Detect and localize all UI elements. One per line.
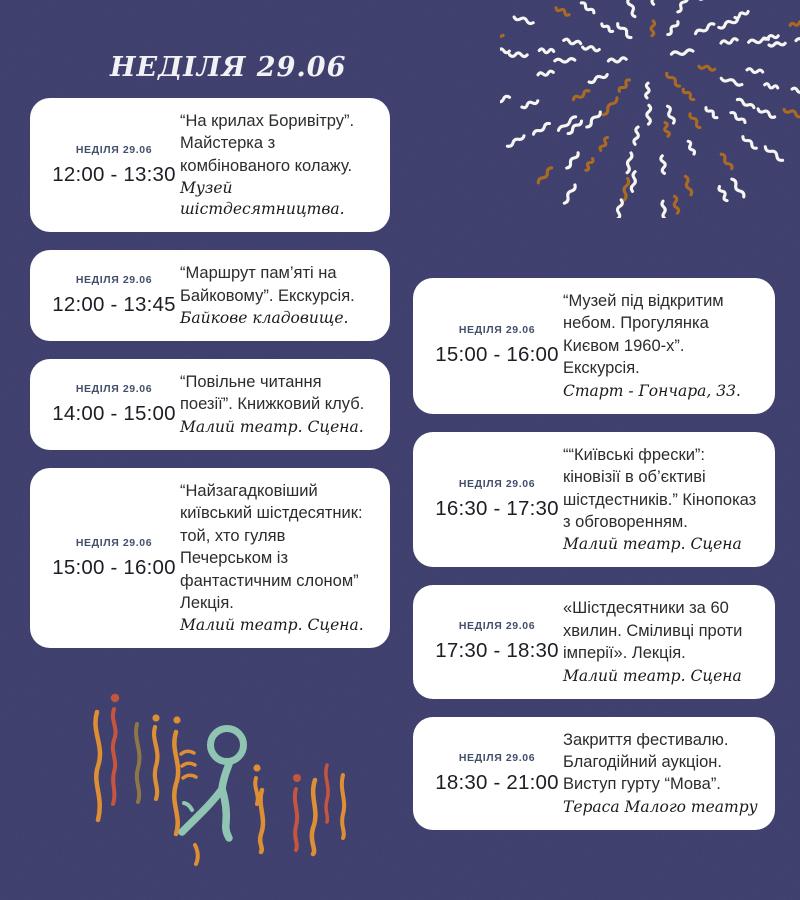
event-details <box>180 480 374 637</box>
event-card <box>30 250 390 341</box>
event-datetime <box>48 110 180 220</box>
crowd-orange-figures <box>95 712 344 864</box>
event-card <box>30 468 390 649</box>
event-day-label: НЕДІЛЯ 29.06 <box>75 536 153 549</box>
event-card <box>413 585 775 698</box>
event-datetime <box>48 480 180 637</box>
event-day-label: НЕДІЛЯ 29.06 <box>458 751 536 764</box>
event-venue: Малий театр. Сцена <box>563 666 742 685</box>
event-card <box>413 278 775 414</box>
event-card <box>413 432 775 568</box>
event-time: 15:00 - 16:00 <box>52 555 176 579</box>
event-description: “Маршрут пам’яті на Байковому”. Екскурсія. <box>180 264 355 305</box>
event-datetime <box>431 290 563 402</box>
event-day-label: НЕДІЛЯ 29.06 <box>458 324 536 337</box>
event-day-label: НЕДІЛЯ 29.06 <box>458 620 536 633</box>
event-day-label: НЕДІЛЯ 29.06 <box>458 478 536 490</box>
event-datetime <box>431 597 563 686</box>
event-description: Закриття фестивалю. Благодійний аукціон. Виступ гурту “Мова”. <box>563 730 729 794</box>
schedule-column-left <box>30 98 390 648</box>
event-description: ““Київські фрески”: кіновізії в об’єктиві шістдестників.” Кінопоказ з обговоренням. <box>563 445 757 531</box>
event-details <box>180 110 374 220</box>
event-venue: Старт - Гончара, 33. <box>563 381 741 400</box>
event-description: «Шістдесятники за 60 хвилин. Сміливці проти імперії». Лекція. <box>563 599 743 663</box>
event-time: 16:30 - 17:30 <box>435 497 559 520</box>
event-description: “Повільне читання поезії”. Книжковий клуб. <box>180 372 365 414</box>
crowd-teal-figure <box>182 729 244 839</box>
event-card <box>413 717 775 830</box>
event-datetime <box>431 444 563 556</box>
event-venue: Малий театр. Сцена. <box>180 417 364 436</box>
event-time: 12:00 - 13:45 <box>52 293 176 317</box>
event-day-label: НЕДІЛЯ 29.06 <box>75 382 153 395</box>
event-venue: Байкове кладовище. <box>180 309 349 328</box>
event-card <box>30 359 390 450</box>
event-venue: Музей шістдесятництва. <box>180 179 345 219</box>
event-time: 18:30 - 21:00 <box>435 770 559 794</box>
event-datetime <box>48 371 180 438</box>
event-venue: Малий театр. Сцена. <box>180 616 364 635</box>
event-description: “Музей під відкритим небом. Прогулянка Києвом 1960-х”. Екскурсія. <box>563 292 724 378</box>
event-venue: Тераса Малого театру <box>563 797 758 816</box>
event-details <box>180 371 374 438</box>
event-details <box>563 444 759 556</box>
event-details <box>180 262 374 329</box>
crowd-olive-figure <box>136 724 139 802</box>
event-day-label: НЕДІЛЯ 29.06 <box>75 143 153 156</box>
event-description: “Найзагадковіший київський шістдесятник: той, хто гуляв Печерськом із фантастичним слоном” Лекція. <box>180 481 363 612</box>
crowd-illustration <box>55 682 385 882</box>
event-datetime <box>431 729 563 818</box>
event-description: “На крилах Боривітру”. Майстерка з комбінованого колажу. <box>180 112 355 175</box>
event-day-label: НЕДІЛЯ 29.06 <box>75 274 153 287</box>
event-venue: Малий театр. Сцена <box>563 535 742 554</box>
fireworks-illustration <box>500 0 800 218</box>
event-details <box>563 729 759 818</box>
event-card <box>30 98 390 232</box>
schedule-column-right <box>413 278 775 830</box>
event-details <box>563 597 759 686</box>
event-details <box>563 290 759 402</box>
event-time: 12:00 - 13:30 <box>52 162 176 186</box>
crowd-red-figures <box>111 694 328 850</box>
event-time: 17:30 - 18:30 <box>435 639 559 663</box>
event-datetime <box>48 262 180 329</box>
event-time: 15:00 - 16:00 <box>435 343 559 367</box>
event-time: 14:00 - 15:00 <box>52 401 176 425</box>
page-title: НЕДІЛЯ 29.06 <box>110 52 347 84</box>
